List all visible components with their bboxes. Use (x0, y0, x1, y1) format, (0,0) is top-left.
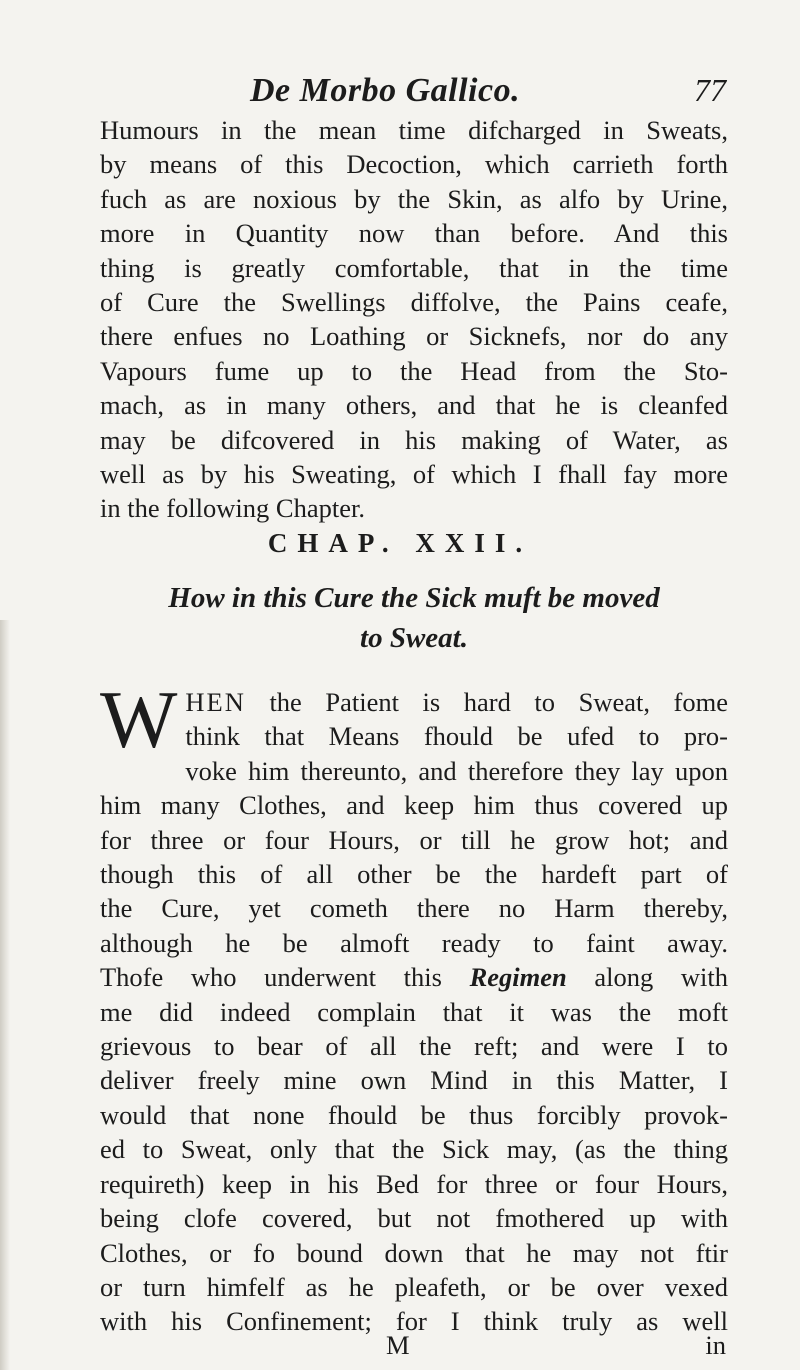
text-line: more in Quantity now than before. And this (100, 218, 728, 249)
opening-word: HEN (185, 687, 246, 717)
text-line: mach, as in many others, and that he is cleanfed (100, 390, 728, 421)
text-line: with his Confinement; for I think truly as well (100, 1306, 728, 1337)
text-line: me did indeed complain that it was the moft (100, 996, 728, 1027)
paragraph-continued (100, 113, 728, 526)
drop-cap: W (100, 674, 178, 765)
chapter-paragraph (100, 674, 728, 1339)
text-line: him many Clothes, and keep him thus covered up (100, 790, 728, 821)
text-line: would that none fhould be thus forcibly provok- (100, 1099, 728, 1130)
chapter-title (100, 578, 728, 658)
signature-mark: M (386, 1330, 410, 1360)
text-line: requireth) keep in his Bed for three or four Hours, (100, 1168, 728, 1199)
chapter-title-line: How in this Cure the Sick muft be moved (168, 582, 660, 614)
text-line: though this of all other be the hardeft part of (100, 859, 728, 890)
text-line: although he be almoft ready to faint away. (100, 927, 728, 958)
page-gutter-shadow (0, 620, 10, 1370)
text-line: fuch as are noxious by the Skin, as alfo by Urine, (100, 183, 728, 214)
italic-term: Regimen (469, 962, 567, 993)
text-fragment: the Patient is hard to Sweat, fome (245, 687, 728, 717)
text-line: grievous to bear of all the reft; and were I to (100, 1031, 728, 1062)
text-line: for three or four Hours, or till he grow hot; and (100, 824, 728, 855)
text-line: the Cure, yet cometh there no Harm thereby, (100, 893, 728, 924)
text-line: thing is greatly comfortable, that in the time (100, 252, 728, 283)
text-line: may be difcovered in his making of Water, as (100, 424, 728, 455)
text-line: in the following Chapter. (100, 493, 365, 524)
text-line: there enfues no Loathing or Sicknefs, nor do any (100, 321, 728, 352)
page-number: 77 (694, 72, 726, 108)
chapter-title-line: to Sweat. (360, 622, 468, 654)
text-line: Clothes, or fo bound down that he may not ftir (100, 1237, 728, 1268)
text-fragment: along with (566, 962, 728, 993)
text-line: think that Means fhould be ufed to pro- (185, 721, 728, 752)
catchword: in (705, 1330, 726, 1360)
text-line: deliver freely mine own Mind in this Matter, I (100, 1065, 728, 1096)
text-line: Humours in the mean time difcharged in Sweats, (100, 115, 728, 145)
text-line: Vapours fume up to the Head from the Sto- (100, 355, 728, 386)
text-line (100, 685, 728, 719)
text-line (100, 960, 728, 994)
text-fragment: Thofe who underwent this (100, 962, 470, 993)
text-line: or turn himfelf as he pleafeth, or be over vexed (100, 1271, 728, 1302)
chapter-heading: CHAP. XXII. (267, 528, 533, 558)
page-footer (100, 1330, 728, 1366)
text-line: of Cure the Swellings diffolve, the Pains ceafe, (100, 287, 728, 318)
text-line: voke him thereunto, and therefore they lay upon (185, 755, 728, 786)
text-line: by means of this Decoction, which carrieth forth (100, 149, 728, 180)
text-line: well as by his Sweating, of which I fhall fay more (100, 459, 728, 490)
running-head: De Morbo Gallico. (250, 72, 521, 109)
text-line: being clofe covered, but not fmothered up with (100, 1203, 728, 1234)
page-header (100, 72, 740, 112)
text-line: ed to Sweat, only that the Sick may, (as the thing (100, 1134, 728, 1165)
